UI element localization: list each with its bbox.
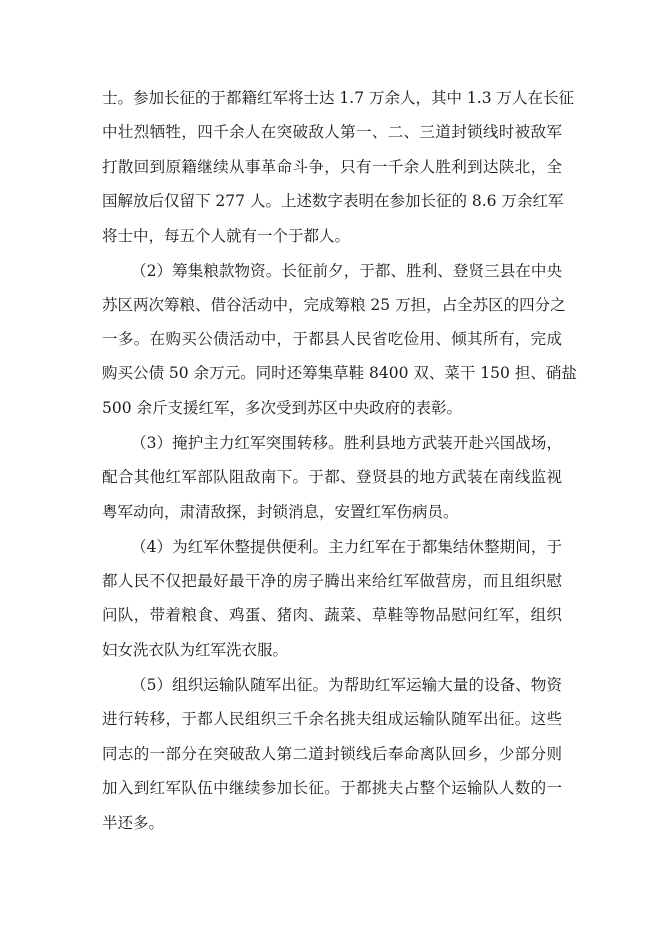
text-line: 同志的一部分在突破敌人第二道封锁线后奉命离队回乡，少部分则: [102, 745, 562, 763]
text-line: 国解放后仅留下 277 人。上述数字表明在参加长征的 8.6 万余红军: [102, 192, 564, 210]
text-line: 士。参加长征的于都籍红军将士达 1.7 万余人，其中 1.3 万人在长征: [102, 89, 575, 107]
text-line: （2）筹集粮款物资。长征前夕，于都、胜利、登贤三县在中央: [131, 262, 562, 280]
text-line: 将士中，每五个人就有一个于都人。: [102, 227, 351, 245]
text-line: 加入到红军队伍中继续参加长征。于都挑夫占整个运输队人数的一: [102, 779, 562, 797]
text-line: 粤军动向，肃清敌探，封锁消息，安置红军伤病员。: [102, 503, 459, 521]
text-line: 半还多。: [102, 814, 165, 832]
text-line: 配合其他红军部队阻敌南下。于都、登贤县的地方武装在南线监视: [102, 468, 562, 486]
text-line: 中壮烈牺牲，四千余人在突破敌人第一、二、三道封锁线时被敌军: [102, 123, 562, 141]
text-line: 500 余斤支援红军，多次受到苏区中央政府的表彰。: [102, 399, 463, 417]
text-line: 苏区两次筹粮、借谷活动中，完成筹粮 25 万担，占全苏区的四分之: [102, 296, 566, 314]
text-line: （5）组织运输队随军出征。为帮助红军运输大量的设备、物资: [131, 676, 562, 694]
text-line: 妇女洗衣队为红军洗衣服。: [102, 641, 289, 659]
text-line: （4）为红军休整提供便利。主力红军在于都集结休整期间，于: [131, 538, 562, 556]
text-line: 都人民不仅把最好最干净的房子腾出来给红军做营房，而且组织慰: [102, 572, 562, 590]
text-line: 打散回到原籍继续从事革命斗争，只有一千余人胜利到达陕北，全: [102, 158, 562, 176]
text-line: 进行转移，于都人民组织三千余名挑夫组成运输队随军出征。这些: [102, 710, 562, 728]
text-line: 问队，带着粮食、鸡蛋、猪肉、蔬菜、草鞋等物品慰问红军，组织: [102, 606, 562, 624]
text-line: 一多。在购买公债活动中，于都县人民省吃俭用、倾其所有，完成: [102, 330, 562, 348]
text-line: （3）掩护主力红军突围转移。胜利县地方武装开赴兴国战场，: [131, 434, 562, 452]
text-line: 购买公债 50 余万元。同时还筹集草鞋 8400 双、菜干 150 担、硝盐: [102, 364, 577, 382]
